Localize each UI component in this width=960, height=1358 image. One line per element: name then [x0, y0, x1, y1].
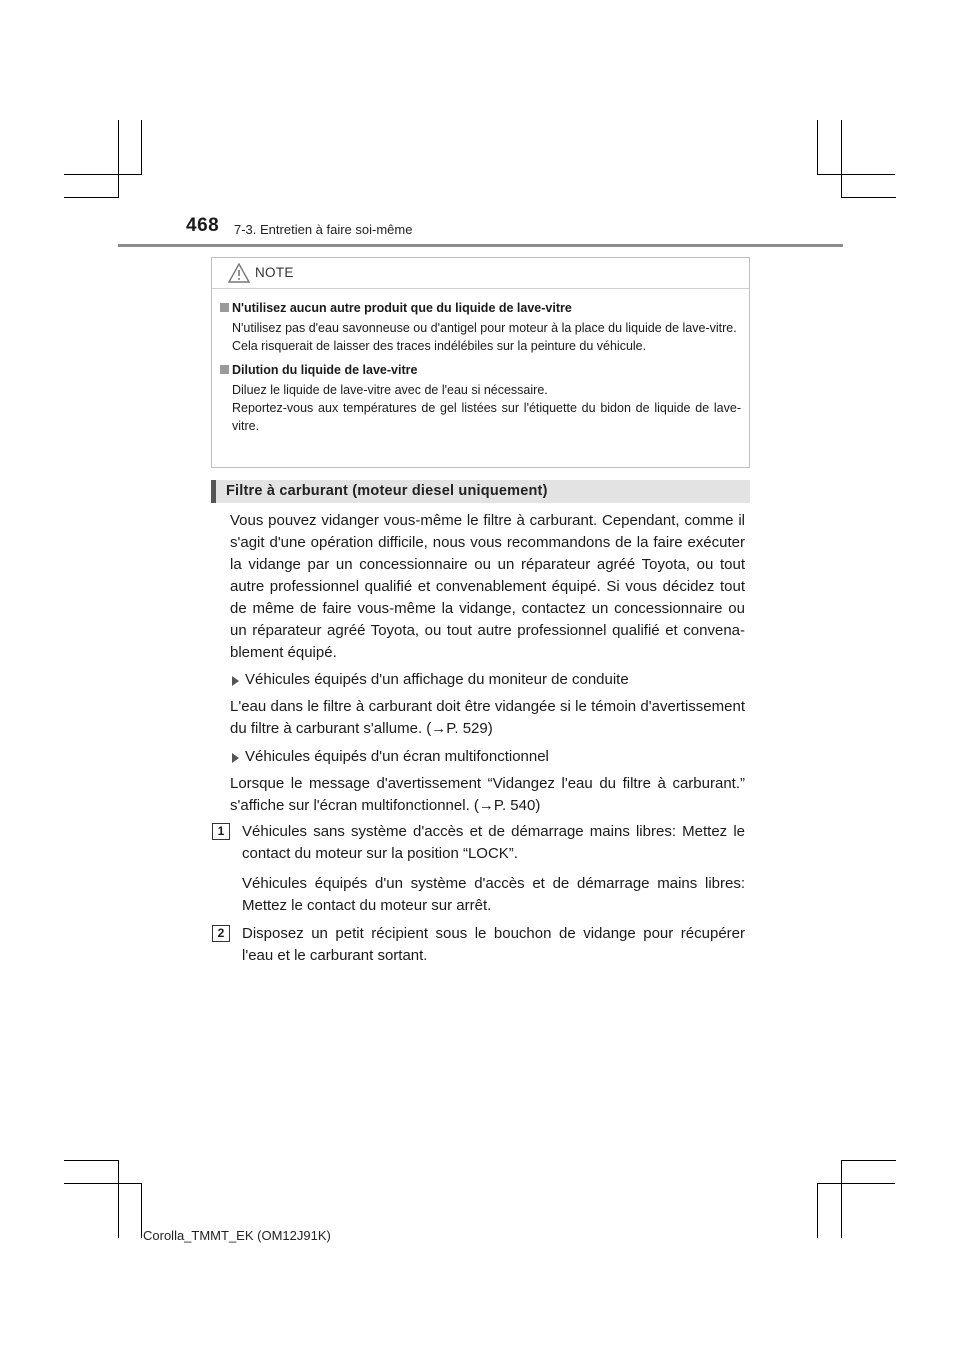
bullet-text: Véhicules équipés d'un affichage du moniteur de conduite	[245, 671, 629, 688]
crop-mark	[817, 120, 818, 174]
step-number-badge: 2	[212, 925, 230, 942]
square-bullet-icon	[220, 303, 229, 312]
note-paragraph: N'utilisez pas d'eau savonneuse ou d'antigel pour moteur à la place du liquide de lave-vitre.	[232, 321, 737, 335]
section-title: Filtre à carburant (moteur diesel uniquement)	[226, 483, 548, 499]
crop-mark	[817, 1183, 895, 1184]
square-bullet-icon	[220, 365, 229, 374]
crop-mark	[64, 174, 142, 175]
main-content	[217, 510, 745, 967]
step-text: Disposez un petit récipient sous le bouchon de vidange pour récupérer l'eau et le carburant sortant.	[242, 925, 745, 964]
section-header: 7-3. Entretien à faire soi-même	[234, 222, 413, 237]
note-title: NOTE	[255, 265, 294, 280]
note-paragraph: Cela risquerait de laisser des traces indélébiles sur la peinture du véhicule.	[232, 339, 647, 353]
note-item-title	[220, 299, 741, 317]
crop-mark	[64, 1183, 142, 1184]
note-item-title-text: Dilution du liquide de lave-vitre	[232, 363, 418, 377]
crop-mark	[118, 1160, 119, 1238]
note-paragraph: Reportez-vous aux températures de gel listées sur l'étiquette du bidon de liquide de lave-vitre.	[232, 401, 741, 433]
crop-mark	[118, 120, 119, 198]
crop-mark	[64, 1160, 119, 1161]
crop-mark	[817, 174, 895, 175]
crop-mark	[841, 1160, 842, 1238]
bullet-item	[230, 746, 745, 768]
body-paragraph: L'eau dans le filtre à carburant doit être vidangée si le témoin d'avertissement du filtre à carburant s'allume. (→P. 529)	[230, 698, 745, 737]
triangle-bullet-icon	[232, 676, 239, 686]
step-text: Véhicules sans système d'accès et de démarrage mains libres: Mettez le contact du moteur sur la position “LOCK”.	[242, 823, 745, 862]
footer-manual-id: Corolla_TMMT_EK (OM12J91K)	[143, 1228, 331, 1243]
note-paragraph: Diluez le liquide de lave-vitre avec de l'eau si nécessaire.	[232, 383, 548, 397]
bullet-text: Véhicules équipés d'un écran multifonctionnel	[245, 748, 549, 765]
header-rule	[118, 244, 843, 247]
crop-mark	[841, 197, 896, 198]
crop-mark	[841, 1160, 896, 1161]
note-item-title	[220, 361, 741, 379]
page-number: 468	[186, 215, 220, 236]
section-title-marker	[211, 480, 216, 503]
warning-icon	[228, 263, 250, 283]
crop-mark	[141, 120, 142, 174]
section-title-bar	[211, 480, 750, 503]
intro-paragraph: Vous pouvez vidanger vous-même le filtre à carburant. Cependant, comme il s'agit d'une opération difficile, nous vous recommandons de la faire exécuter la vidange par un concessionnaire ou un réparateur agréé Toyota, ou tout autre professionnel qualifié et convenablement équipé. Si vous décidez tout de même de faire vous-même la vidange, contactez un concessionnaire ou un réparateur agréé Toyota, ou tout autre professionnel qualifié et convena-blement équipé.	[230, 512, 745, 661]
step-1	[217, 821, 745, 917]
triangle-bullet-icon	[232, 753, 239, 763]
step-text: Véhicules équipés d'un système d'accès et de démarrage mains libres: Mettez le contact du moteur sur arrêt.	[242, 875, 745, 914]
bullet-item	[230, 669, 745, 691]
crop-mark	[141, 1183, 142, 1238]
crop-mark	[817, 1183, 818, 1238]
step-number-badge: 1	[212, 823, 230, 840]
note-box	[211, 257, 750, 468]
crop-mark	[841, 120, 842, 198]
note-header	[212, 258, 749, 289]
crop-mark	[64, 197, 119, 198]
step-2	[217, 923, 745, 967]
note-item-title-text: N'utilisez aucun autre produit que du liquide de lave-vitre	[232, 301, 572, 315]
body-paragraph: Lorsque le message d'avertissement “Vidangez l'eau du filtre à carburant.” s'affiche sur l'écran multifonctionnel. (→P. 540)	[230, 775, 745, 814]
